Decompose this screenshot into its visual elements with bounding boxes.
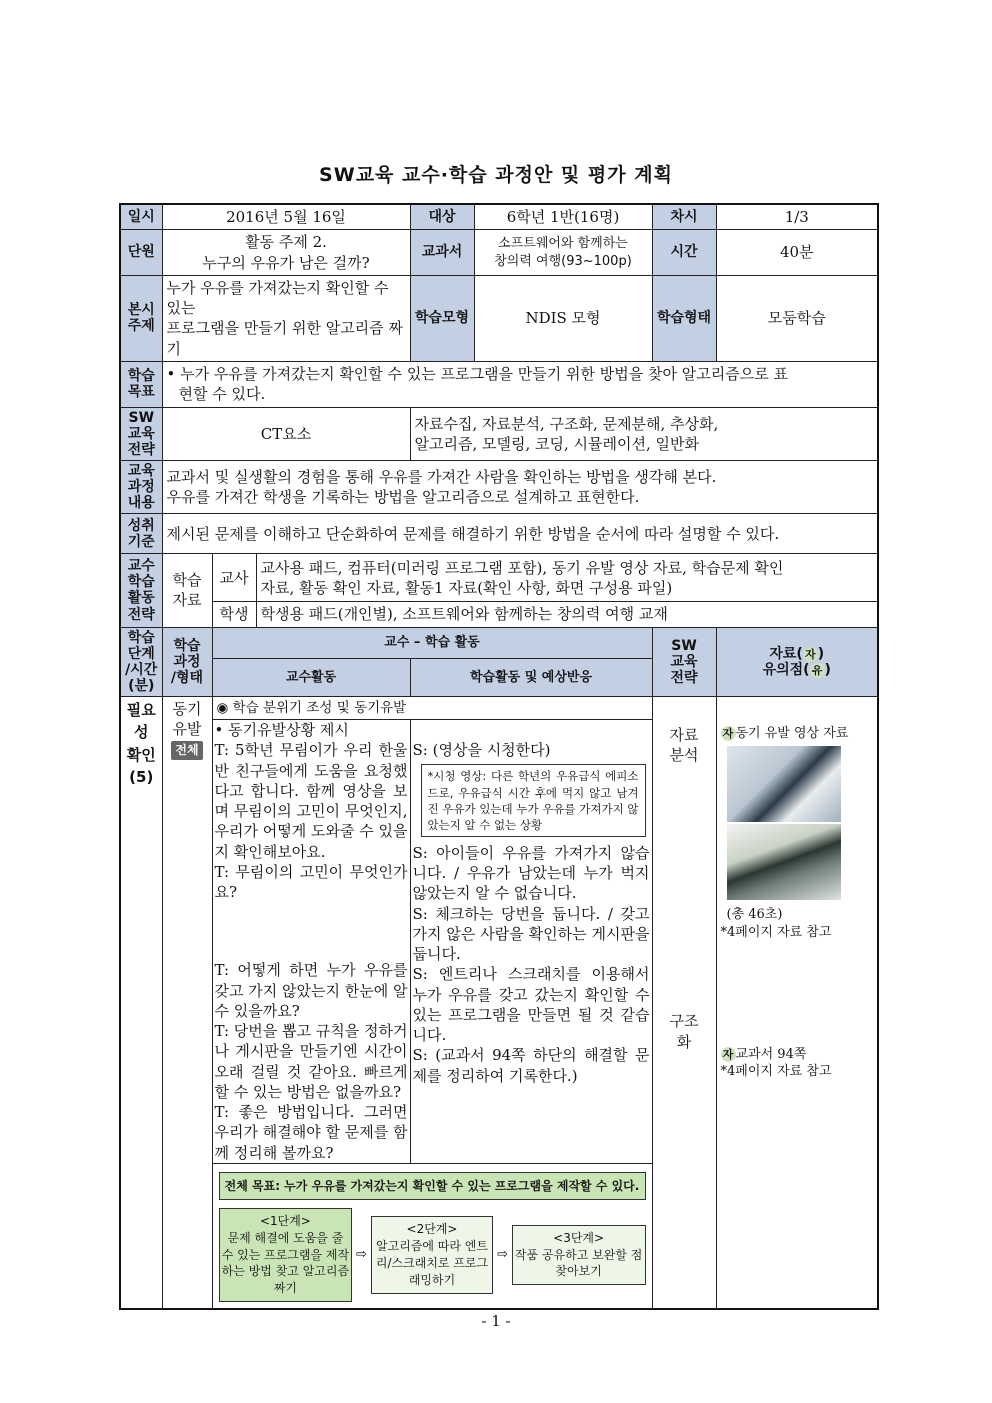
row-activity-header-1 bbox=[120, 627, 878, 659]
row-topic bbox=[120, 275, 878, 361]
materials-values: 자 동기 유발 영상 자료 (총 46초) *4페이지 자료 참고 자 교과서 94쪽 *4페이지 자료 참고 bbox=[716, 696, 878, 1309]
stage-header: 학습 단계 /시간 (분) bbox=[120, 627, 162, 696]
sw-strategy-label: SW 교육 전략 bbox=[120, 407, 162, 460]
teacher-materials: 교사용 패드, 컴퓨터(미러링 프로그램 포함), 동기 유발 영상 자료, 학습문제 확인 자료, 활동 확인 자료, 활동1 자료(확인 사항, 화면 구성용 파일) bbox=[256, 554, 878, 602]
row-unit bbox=[120, 230, 878, 276]
step-flow bbox=[219, 1208, 646, 1302]
teacher-activity-header: 교수활동 bbox=[212, 659, 410, 697]
student-activity-body: S: (영상을 시청한다) *시청 영상: 다른 학년의 우유급식 에피소드로, 우유급식 시간 후에 먹지 않고 남겨진 우유가 있는데 누가 우유를 가져가지 않았는지 알 수 없는 상황 S: 아이들이 우유를 가져가지 않습니다. / 우유가 남았는데 누가 벅지 않았는지 알 수 없습니다. S: 체크하는 당번을 둡니다. / 갖고 가지 않은 사람을 확인하는 게시판을 둡니다. S: 엔트리나 스크래치를 이용해서 누가 우유를 갖고 갔는지 확인할 수 있는 프로그램을 만들면 될 것 같습니다. S: (교과서 94쪽 하단의 해결할 문제를 정리하여 기록한다.) bbox=[410, 720, 652, 1164]
steps-area bbox=[212, 1163, 652, 1309]
date-label: 일시 bbox=[120, 204, 162, 230]
step-2-box: <2단계> 알고리즘에 따라 엔트리/스크래치로 프로그래밍하기 bbox=[371, 1216, 494, 1293]
video-thumbnail-1 bbox=[727, 746, 841, 822]
textbook-label: 교과서 bbox=[410, 230, 474, 276]
arrow-icon: ⇨ bbox=[497, 1247, 509, 1263]
content-text: 교과서 및 실생활의 경험을 통해 우유를 가져간 사람을 확인하는 방법을 생각해 본다. 우유를 가져간 학생을 기록하는 방법을 알고리즘으로 설계하고 표현한다. bbox=[162, 461, 878, 514]
strategy-label: 교수 학습 활동 전략 bbox=[120, 554, 162, 627]
material-1: 자 동기 유발 영상 자료 bbox=[721, 725, 874, 743]
activity-intro: ◉ 학습 분위기 조성 및 동기유발 bbox=[212, 696, 652, 719]
row-goal bbox=[120, 361, 878, 407]
materials-label: 학습 자료 bbox=[162, 554, 212, 627]
stage-value: 필요 성 확인 (5) bbox=[120, 696, 162, 1309]
video-description-box: *시청 영상: 다른 학년의 우유급식 에피소드로, 우유급식 시간 후에 먹지 않고 남겨진 우유가 있는데 누가 우유를 가져가지 않았는지 알 수 없는 상황 bbox=[421, 764, 646, 836]
unit-value: 활동 주제 2. 누구의 우유가 남은 걸까? bbox=[162, 230, 410, 276]
sw-strategy-values: 자료 분석 구조 화 bbox=[652, 696, 716, 1309]
sw-header: SW 교육 전략 bbox=[652, 627, 716, 696]
content-label: 교육 과정 내용 bbox=[120, 461, 162, 514]
date-value: 2016년 5월 16일 bbox=[162, 204, 410, 230]
row-sw-strategy bbox=[120, 407, 878, 460]
page-number: - 1 - bbox=[481, 1312, 511, 1330]
model-value: NDIS 모형 bbox=[474, 275, 652, 361]
time-value: 40분 bbox=[716, 230, 878, 276]
textbook-value: 소프트웨어와 함께하는 창의력 여행(93~100p) bbox=[474, 230, 652, 276]
time-label: 시간 bbox=[652, 230, 716, 276]
materials-header: 자료( 자 ) 유의점( 유 ) bbox=[716, 627, 878, 696]
model-label: 학습모형 bbox=[410, 275, 474, 361]
document-title: SW교육 교수·학습 과정안 및 평가 계획 bbox=[319, 164, 673, 186]
student-activity-header: 학습활동 및 예상반응 bbox=[410, 659, 652, 697]
process-header: 학습 과정 /형태 bbox=[162, 627, 212, 696]
step-3-box: <3단계> 작품 공유하고 보완할 점 찾아보기 bbox=[512, 1225, 646, 1285]
period-label: 차시 bbox=[652, 204, 716, 230]
row-intro bbox=[120, 696, 878, 719]
whole-class-badge: 전체 bbox=[171, 741, 202, 759]
goal-label: 학습 목표 bbox=[120, 361, 162, 407]
goal-text: • 누가 우유를 가져갔는지 확인할 수 있는 프로그램을 만들기 위한 방법을 찾아 알고리즘으로 표 현할 수 있다. bbox=[162, 361, 878, 407]
unit-label: 단원 bbox=[120, 230, 162, 276]
row-content bbox=[120, 461, 878, 514]
teacher-activity-body: • 동기유발상황 제시 T: 5학년 무림이가 우리 한울반 친구들에게 도움을 요청했다고 합니다. 함께 영상을 보며 무림이의 고민이 무엇인지, 우리가 어떻게 도와줄 수 있을지 확인해보아요. T: 무림이의 고민이 무엇인가요? T: 어떻게 하면 누가 우유를 갖고 가지 않았는지 한눈에 알 수 있을까요? T: 당번을 뽑고 규칙을 정하거나 게시판을 만들기엔 시간이 오래 걸릴 것 같아요. 빠르게 할 수 있는 방법은 없을까요? T: 좋은 방법입니다. 그러면 우리가 해결해야 할 문제를 함께 정리해 볼까요? bbox=[212, 720, 410, 1164]
lesson-plan-table bbox=[119, 203, 879, 1310]
ct-elements: 자료수집, 자료분석, 구조화, 문제분해, 추상화, 알고리즘, 모델링, 코딩, 시뮬레이션, 일반화 bbox=[410, 407, 878, 460]
process-value: 동기 유발 전체 bbox=[162, 696, 212, 1309]
standard-label: 성취 기준 bbox=[120, 514, 162, 554]
form-value: 모둠학습 bbox=[716, 275, 878, 361]
topic-label: 본시 주제 bbox=[120, 275, 162, 361]
video-thumbnail-2 bbox=[727, 824, 841, 900]
period-value: 1/3 bbox=[716, 204, 878, 230]
material-2: 자 교과서 94쪽 bbox=[721, 1046, 874, 1064]
student-materials-label: 학생 bbox=[212, 602, 256, 627]
target-label: 대상 bbox=[410, 204, 474, 230]
topic-value: 누가 우유를 가져갔는지 확인할 수 있는 프로그램을 만들기 위한 알고리즘 짜기 bbox=[162, 275, 410, 361]
form-label: 학습형태 bbox=[652, 275, 716, 361]
overall-goal-box: 전체 목표: 누가 우유를 가져갔는지 확인할 수 있는 프로그램을 제작할 수 있다. bbox=[219, 1172, 646, 1200]
row-date bbox=[120, 204, 878, 230]
standard-text: 제시된 문제를 이해하고 단순화하여 문제를 해결하기 위한 방법을 순서에 따라 설명할 수 있다. bbox=[162, 514, 878, 554]
teacher-materials-label: 교사 bbox=[212, 554, 256, 602]
ct-label: CT요소 bbox=[162, 407, 410, 460]
activity-main-header: 교수 – 학습 활동 bbox=[212, 627, 652, 659]
row-standard bbox=[120, 514, 878, 554]
student-materials: 학생용 패드(개인별), 소프트웨어와 함께하는 창의력 여행 교재 bbox=[256, 602, 878, 627]
row-materials-teacher bbox=[120, 554, 878, 602]
target-value: 6학년 1반(16명) bbox=[474, 204, 652, 230]
row-materials-student bbox=[120, 602, 878, 627]
arrow-icon: ⇨ bbox=[355, 1247, 367, 1263]
step-1-box: <1단계> 문제 해결에 도움을 줄 수 있는 프로그램을 제작하는 방법 찾고 알고리즘 짜기 bbox=[219, 1208, 353, 1302]
